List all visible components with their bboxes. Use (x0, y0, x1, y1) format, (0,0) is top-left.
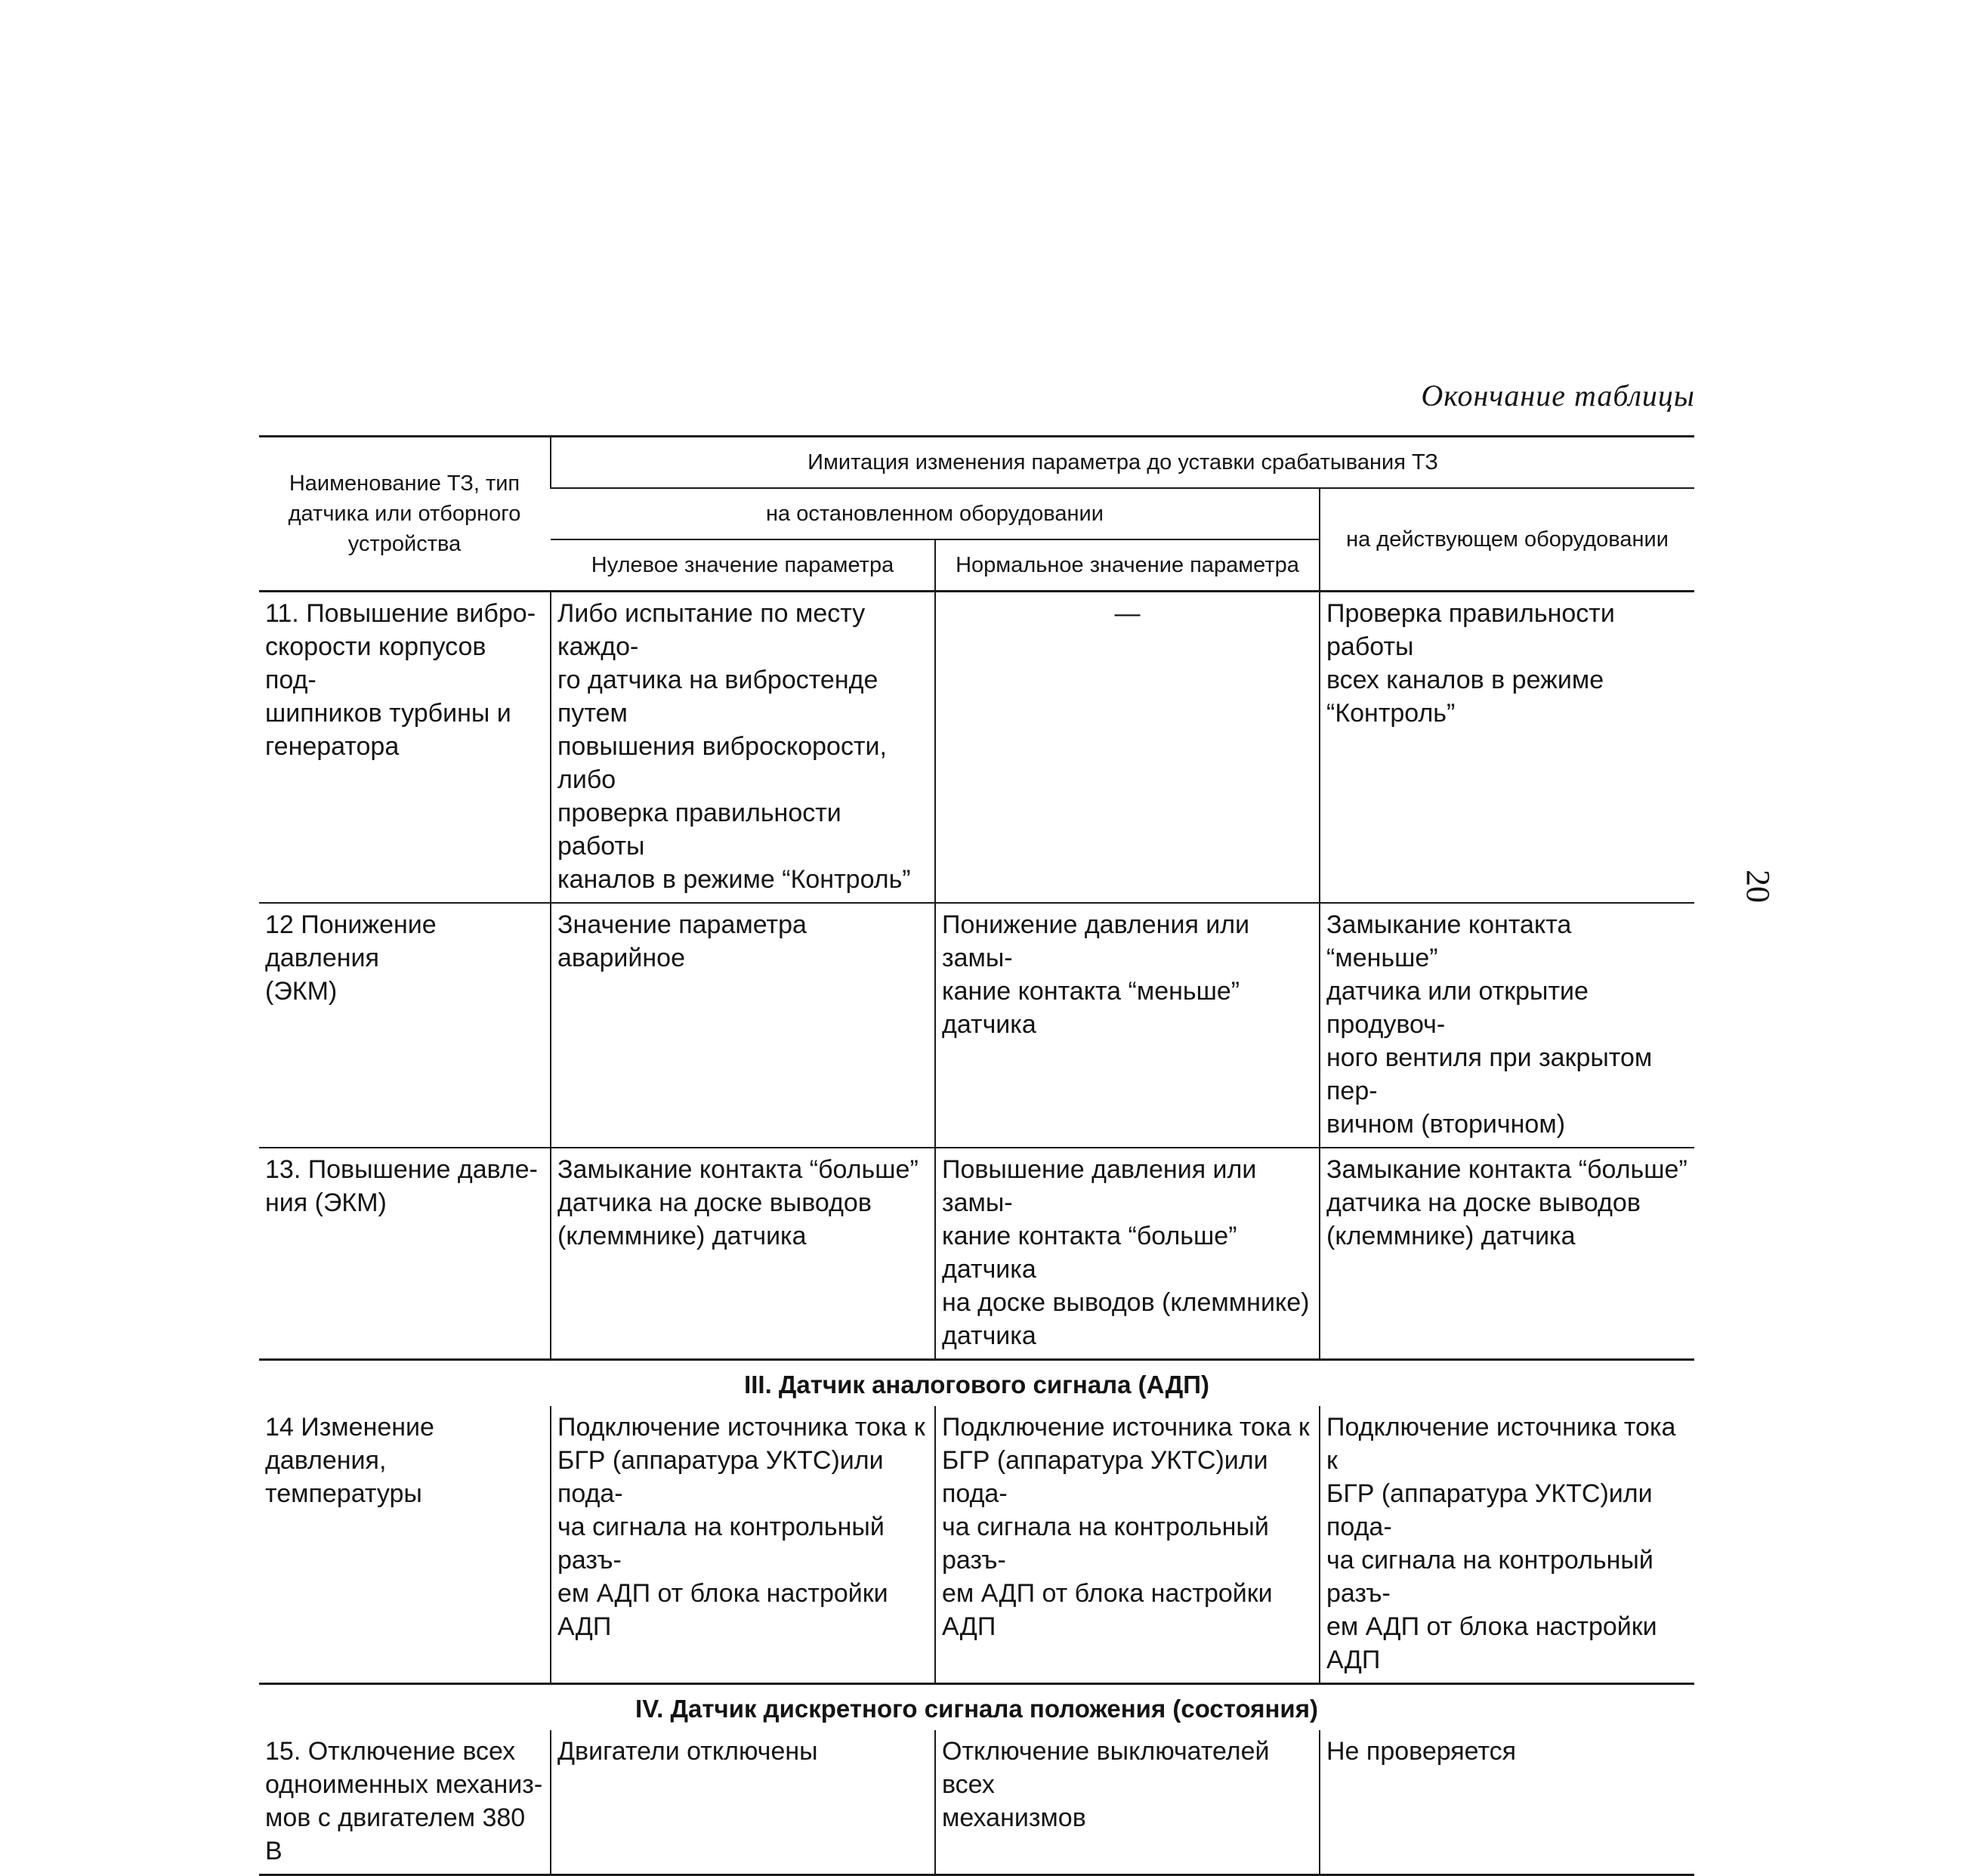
cell-name: 11. Повышение вибро- скорости корпусов под- шипников турбины и генератора (259, 592, 551, 904)
table-row (259, 1730, 1694, 1875)
cell-normal-value: Отключение выключателей всех механизмов (935, 1730, 1320, 1875)
cell-zero-value: Либо испытание по месту каждо- го датчика на вибростенде путем повышения виброскорости, либо проверка правильности работы каналов в режиме “Контроль” (551, 592, 935, 904)
cell-name: 15. Отключение всех одноименных механиз- мов с двигателем 380 В (259, 1730, 551, 1875)
header-normal-value: Нормальное значение параметра (935, 539, 1320, 592)
table-caption: Окончание таблицы (1421, 379, 1695, 413)
table-row (259, 1406, 1694, 1684)
section-heading-discrete: IV. Датчик дискретного сигнала положения (состояния) (635, 1695, 1318, 1723)
header-imitation: Имитация изменения параметра до уставки срабатывания ТЗ (551, 437, 1694, 489)
cell-operating: Замыкание контакта “больше” датчика на доске выводов (клеммнике) датчика (1320, 1148, 1694, 1360)
section-heading-analog: III. Датчик аналогового сигнала (АДП) (744, 1371, 1209, 1399)
table-body (259, 592, 1694, 1875)
cell-operating: Проверка правильности работы всех каналов в режиме “Контроль” (1320, 592, 1694, 904)
section-heading-row (259, 1360, 1694, 1407)
cell-operating: Подключение источника тока к БГР (аппаратура УКТС)или пода- ча сигнала на контрольный разъ- ем АДП от блока настройки АДП (1320, 1406, 1694, 1684)
cell-normal-value: — (935, 592, 1320, 904)
cell-name: 12 Понижение давления (ЭКМ) (259, 903, 551, 1148)
cell-name: 14 Изменение давления, температуры (259, 1406, 551, 1684)
cell-normal-value: Понижение давления или замы- кание контакта “меньше” датчика (935, 903, 1320, 1148)
cell-operating: Замыкание контакта “меньше” датчика или открытие продувоч- ного вентиля при закрытом пер- вичном (вторичном) (1320, 903, 1694, 1148)
table-row (259, 592, 1694, 904)
header-zero-value: Нулевое значение параметра (551, 539, 935, 592)
page-number: 20 (1740, 870, 1777, 903)
cell-name: 13. Повышение давле- ния (ЭКМ) (259, 1148, 551, 1360)
cell-normal-value: Подключение источника тока к БГР (аппаратура УКТС)или пода- ча сигнала на контрольный разъ- ем АДП от блока настройки АДП (935, 1406, 1320, 1684)
test-table (259, 435, 1694, 1876)
header-stopped-equipment: на остановленном оборудовании (551, 488, 1320, 539)
cell-normal-value: Повышение давления или замы- кание контакта “больше” датчика на доске выводов (клеммнике) датчика (935, 1148, 1320, 1360)
cell-zero-value: Подключение источника тока к БГР (аппаратура УКТС)или пода- ча сигнала на контрольный разъ- ем АДП от блока настройки АДП (551, 1406, 935, 1684)
header-operating-equipment: на действующем оборудовании (1320, 488, 1694, 592)
header-name-column: Наименование ТЗ, тип датчика или отборного устройства (259, 437, 551, 592)
cell-zero-value: Двигатели отключены (551, 1730, 935, 1875)
cell-zero-value: Замыкание контакта “больше” датчика на доске выводов (клеммнике) датчика (551, 1148, 935, 1360)
section-heading-row (259, 1684, 1694, 1731)
table-header (259, 437, 1694, 592)
table-row (259, 903, 1694, 1148)
cell-zero-value: Значение параметра аварийное (551, 903, 935, 1148)
cell-operating: Не проверяется (1320, 1730, 1694, 1875)
table-row (259, 1148, 1694, 1360)
